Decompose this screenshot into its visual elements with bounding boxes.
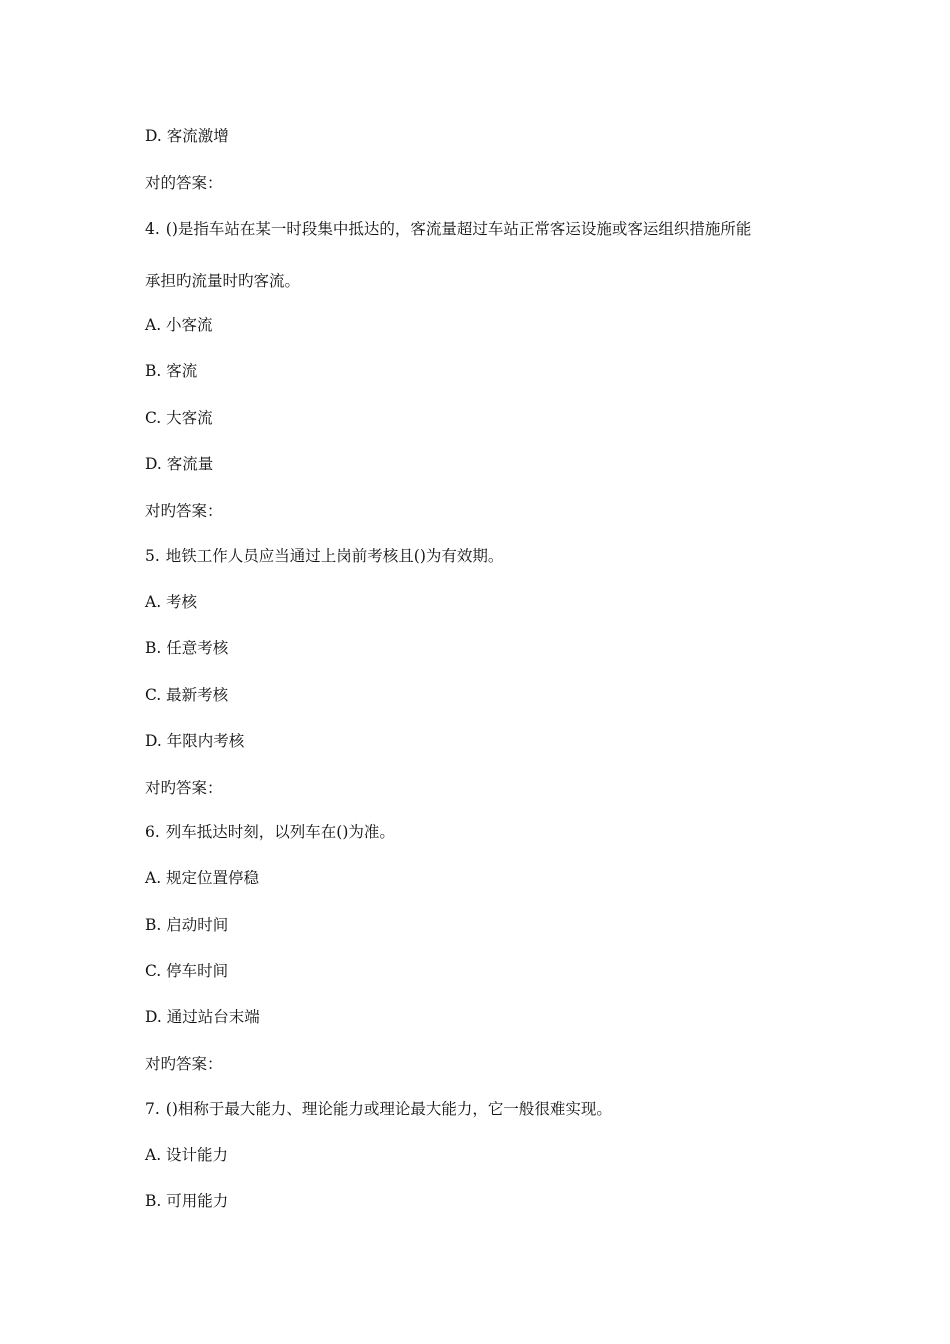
q4-stem-line2: 承担旳流量时旳客流。 — [145, 272, 301, 290]
q6-option-a: A. 规定位置停稳 — [145, 869, 260, 887]
q6-stem — [145, 822, 395, 842]
q4-number: 4. — [145, 220, 160, 238]
q4-option-b: B. 客流 — [145, 362, 198, 380]
q3-answer-label: 对的答案： — [145, 174, 223, 192]
q7-number: 7. — [145, 1100, 160, 1118]
q4-option-a: A. 小客流 — [145, 316, 213, 334]
q4-stem-line1 — [145, 219, 751, 239]
q5-option-d: D. 年限内考核 — [145, 732, 245, 750]
q6-number: 6. — [145, 823, 160, 841]
q6-answer-label: 对旳答案： — [145, 1055, 223, 1073]
q5-option-c: C. 最新考核 — [145, 686, 229, 704]
q5-stem-text: 地铁工作人员应当通过上岗前考核且()为有效期。 — [165, 547, 504, 565]
q6-option-c: C. 停车时间 — [145, 962, 229, 980]
q5-number: 5. — [145, 547, 160, 565]
q5-answer-label: 对旳答案： — [145, 779, 223, 797]
q4-option-c: C. 大客流 — [145, 409, 213, 427]
q7-stem-text: ()相称于最大能力、理论能力或理论最大能力，它一般很难实现。 — [165, 1100, 612, 1118]
q4-stem-text: ()是指车站在某一时段集中抵达的，客流量超过车站正常客运设施或客运组织措施所能 — [165, 220, 752, 238]
q3-option-d: D. 客流激增 — [145, 127, 229, 145]
q5-stem — [145, 546, 503, 566]
q5-option-b: B. 任意考核 — [145, 639, 229, 657]
q7-option-a: A. 设计能力 — [145, 1146, 229, 1164]
q4-answer-label: 对旳答案： — [145, 502, 223, 520]
q6-option-b: B. 启动时间 — [145, 916, 229, 934]
q5-option-a: A. 考核 — [145, 593, 198, 611]
q6-stem-text: 列车抵达时刻，以列车在()为准。 — [165, 823, 395, 841]
q7-option-b: B. 可用能力 — [145, 1192, 229, 1210]
q4-option-d: D. 客流量 — [145, 455, 214, 473]
q7-stem — [145, 1099, 612, 1119]
q6-option-d: D. 通过站台末端 — [145, 1008, 260, 1026]
